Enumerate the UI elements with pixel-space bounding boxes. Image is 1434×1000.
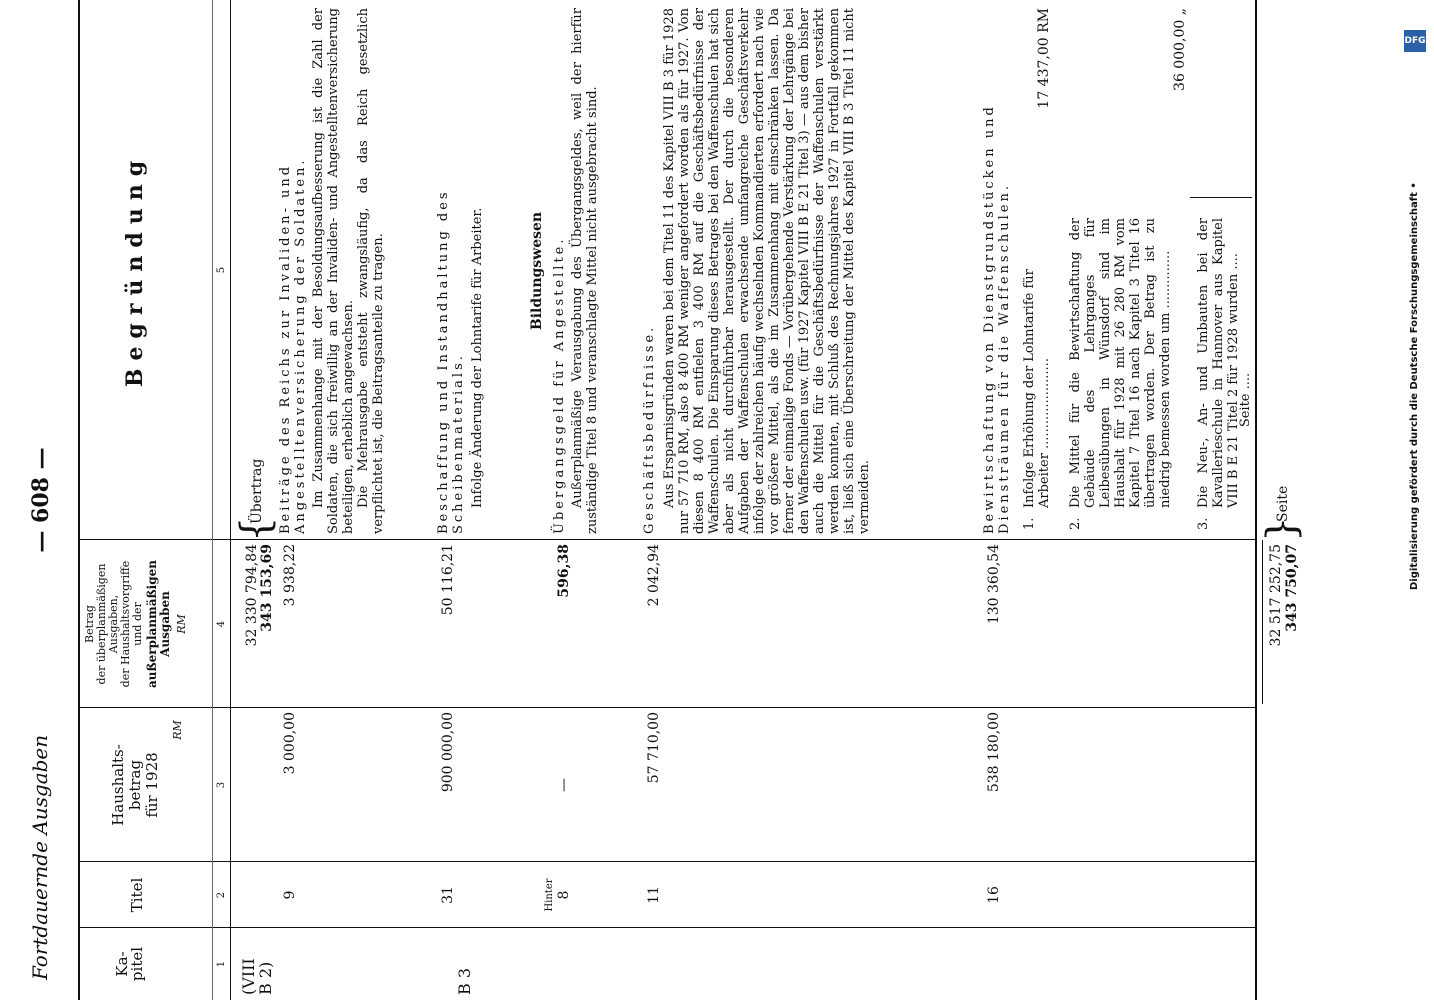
row-betrag-31: 50 116,21 xyxy=(440,544,456,616)
col-number-4: 4 xyxy=(216,620,227,628)
item-text-1: Infolge Erhöhung der Lohntarife für Arbeiter ...................... xyxy=(1022,269,1052,508)
digitization-note: Digitalisierung gefördert durch die Deutsche Forschungsgemeinschaft • xyxy=(1409,182,1420,590)
row-titel-31: 31 xyxy=(440,886,456,904)
total-amount-2: 343 750,07 xyxy=(1284,544,1300,632)
carry-brace: { xyxy=(233,516,279,542)
total-label: Seite xyxy=(1275,485,1291,522)
item-number-2: 2. xyxy=(1068,517,1083,530)
col-number-2: 2 xyxy=(216,891,227,899)
item-amount-1: 17 437,00 RM xyxy=(1036,8,1052,109)
row-text2-9: Die Mehrausgabe entsteht zwangsläufig, da das Reich gesetzlich verpflichtet ist, die Beitragsanteile zu tragen. xyxy=(356,8,386,534)
row-haushalt-11: 57 710,00 xyxy=(646,712,662,784)
dfg-logo: DFG xyxy=(1404,30,1426,52)
row-haushalt-16: 538 180,00 xyxy=(986,712,1002,793)
row-titel-16: 16 xyxy=(986,886,1002,904)
row-heading-16: Bewirtschaftung von Dienstgrundstücken und Diensträumen für die Waffenschulen. xyxy=(982,104,1012,534)
col-divider-2 xyxy=(78,861,1255,862)
row-heading-9: Beiträge des Reichs zur Invaliden- und Angestelltenversicherung der Soldaten. xyxy=(278,157,308,534)
numbers-rule xyxy=(212,0,213,1000)
row-heading-8: Übergangsgeld für Angestellte. xyxy=(552,236,567,534)
row-betrag-16: 130 360,54 xyxy=(986,544,1002,625)
item-text-2: Die Mittel für die Bewirtschaftung der Gebäude des Lehrganges für Leibesübungen in Wünsdorf sind im Haushalt für 1928 mit 26 280 RM vom Kapitel 7 Titel 16 nach Kapitel 3 Titel 16 übertragen worden. Der Betrag ist zu niedrig bemessen worden um .............. xyxy=(1068,218,1173,508)
row-titel-9: 9 xyxy=(282,890,298,900)
total-brace: } xyxy=(1259,516,1305,542)
col-header-titel: Titel xyxy=(128,877,146,913)
col-header-betrag-bold: außerplanmäßigen Ausgaben xyxy=(145,560,172,688)
carry-label: Übertrag xyxy=(249,458,265,524)
row-text-31: Infolge Änderung der Lohntarife für Arbeiter. xyxy=(470,207,485,508)
header-left: Fortdauernde Ausgaben xyxy=(28,734,52,980)
row-haushalt-31: 900 000,00 xyxy=(440,712,456,793)
carry-amount-2: 343 153,69 xyxy=(259,544,275,632)
total-amount-1: 32 517 252,75 xyxy=(1268,544,1284,647)
total-rule xyxy=(1262,540,1263,704)
row-text-9: Im Zusammenhange mit der Besoldungsaufbesserung ist die Zahl der Soldaten, die sich freiwillig an der Invaliden- und Angestelltenversicherung beteiligen, erheblich angewachsen. xyxy=(311,8,356,534)
page-number: — 608 — xyxy=(28,447,54,553)
col-divider-1 xyxy=(78,927,1255,928)
section-bildungswesen: Bildungswesen xyxy=(529,211,545,331)
kapitel-label-viii-b2: (VIII B 2) xyxy=(239,958,275,995)
seite-inner: Seite .... xyxy=(1238,372,1253,428)
col-header-haushalt: Haushalts- betrag für 1928 xyxy=(109,744,161,826)
item-text-3: Die Neu-, An- und Umbauten bei der Kavallerieschule in Hannover aus Kapitel VIII B E 21 Titel 2 für 1928 wurden .... xyxy=(1196,218,1241,508)
row-betrag-9: 3 938,22 xyxy=(282,544,298,607)
table-top-rule xyxy=(78,0,80,1000)
col-number-3: 3 xyxy=(216,781,227,789)
row-haushalt-9: 3 000,00 xyxy=(282,712,298,775)
table-bottom-rule xyxy=(1255,0,1257,1000)
digitization-sidebar xyxy=(1400,30,1430,990)
header-bottom-rule xyxy=(230,0,231,1000)
col-number-1: 1 xyxy=(216,960,227,968)
row-heading-11: Geschäftsbedürfnisse. xyxy=(642,324,657,534)
row-titel-prefix-hinter: Hinter xyxy=(544,878,555,912)
row-heading-31: Beschaffung und Instandhaltung des Scheibenmaterials. xyxy=(436,189,466,534)
row-titel-8: 8 xyxy=(556,890,572,900)
row-haushalt-8: — xyxy=(556,778,572,792)
item-number-1: 1. xyxy=(1022,517,1037,530)
row-betrag-8: 596,38 xyxy=(556,544,572,598)
col-header-kapitel: Ka- pitel xyxy=(113,946,146,982)
col-divider-3 xyxy=(78,707,1255,708)
item-number-3: 3. xyxy=(1196,517,1211,530)
col-number-5: 5 xyxy=(216,266,227,274)
item-amount-2: 36 000,00 „ xyxy=(1172,8,1188,91)
item-sum-rule xyxy=(1190,197,1252,198)
col-header-haushalt-unit: RM xyxy=(171,720,184,740)
carry-amount-1: 32 330 794,84 xyxy=(244,544,260,647)
row-titel-11: 11 xyxy=(646,886,662,904)
kapitel-label-b3: B 3 xyxy=(455,967,474,995)
col-header-betrag: Betrag der überplanmäßigen Ausgaben, der Haushaltsvorgriffe und der xyxy=(83,560,144,688)
row-text-11: Aus Ersparnisgründen waren bei dem Titel 11 des Kapitel VIII B 3 für 1928 nur 57 710 RM, also 8 400 RM weniger angefordert worden als für 1927. Von diesen 8 400 RM entfielen 3 400 RM auf die Geschäftsbedürfnisse der Waffenschulen. Die Einsparung dieses Betrages bei den Waffenschulen hat sich aber als nicht durchführbar herausgestellt. Der durch die besonderen Aufgaben der Waffenschulen erwachsende umfangreiche Geschäftsverkehr infolge der zahlreichen häufig wechselnden Kommandierten erfordert nach wie vor größere Mittel, als die im Zusammenhang mit einschränken lassen. Da ferner der einmalige Fonds — Vorübergehende Verstärkung der Lehrgänge bei den Waffenschulen usw. (für 1927 Kapitel VIII B E 21 Titel 3) — aus dem bisher auch die Mittel für die Geschäftsbedürfnisse der Waffenschulen verstärkt werden konnten, mit Schluß des Rechnungsjahres 1927 in Fortfall gekommen ist, ließ sich eine Überschreitung der Mittel des Kapitel VIII B 3 Titel 11 nicht vermeiden. xyxy=(662,8,872,534)
col-header-betrag-unit: RM xyxy=(175,614,188,634)
col-header-begruendung: Begründung xyxy=(122,152,148,388)
row-text-8: Außerplanmäßige Verausgabung des Übergangsgeldes, weil der hierfür zuständige Titel 8 und veranschlagte Mittel nicht ausgebracht sind. xyxy=(570,8,600,534)
row-betrag-11: 2 042,94 xyxy=(646,544,662,607)
